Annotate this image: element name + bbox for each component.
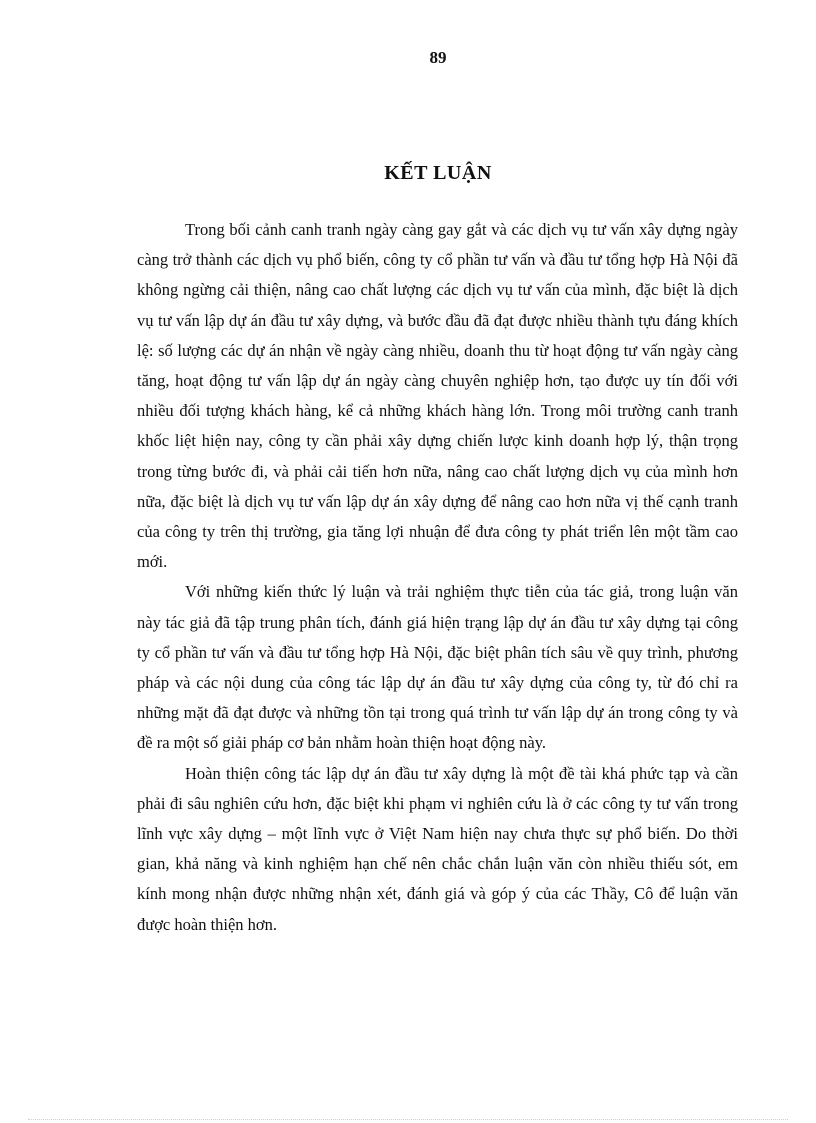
paragraph-1: Trong bối cảnh canh tranh ngày càng gay gắt và các dịch vụ tư vấn xây dựng ngày càng trở thành các dịch vụ phổ biến, công ty cổ phần tư vấn và đầu tư tổng hợp Hà Nội đã không ngừng cải thiện, nâng cao chất lượng các dịch vụ tư vấn của mình, đặc biệt là dịch vụ tư vấn lập dự án đầu tư xây dựng, và bước đầu đã đạt được nhiều thành tựu đáng khích lệ: số lượng các dự án nhận về ngày càng nhiều, doanh thu từ hoạt động tư vấn ngày càng tăng, hoạt động tư vấn lập dự án ngày càng chuyên nghiệp hơn, tạo được uy tín đối với nhiều đối tượng khách hàng, kể cả những khách hàng lớn. Trong môi trường canh tranh khốc liệt hiện nay, công ty cần phải xây dựng chiến lược kinh doanh hợp lý, thận trọng trong từng bước đi, và phải cải tiến hơn nữa, nâng cao chất lượng dịch vụ của mình hơn nữa, đặc biệt là dịch vụ tư vấn lập dự án xây dựng để nâng cao hơn nữa vị thế cạnh tranh của công ty trên thị trường, gia tăng lợi nhuận để đưa công ty phát triển lên một tầm cao mới.	[137, 220, 738, 572]
page-number: 89	[429, 48, 447, 67]
bottom-divider	[28, 1119, 788, 1120]
body-text	[137, 215, 738, 940]
paragraph-3: Hoàn thiện công tác lập dự án đầu tư xây dựng là một đề tài khá phức tạp và cần phải đi sâu nghiên cứu hơn, đặc biệt khi phạm vi nghiên cứu là ở các công ty tư vấn trong lĩnh vực xây dựng – một lĩnh vực ở Việt Nam hiện nay chưa thực sự phổ biến. Do thời gian, khả năng và kinh nghiệm hạn chế nên chắc chắn luận văn còn nhiều thiếu sót, em kính mong nhận được những nhận xét, đánh giá và góp ý của các Thầy, Cô để luận văn được hoàn thiện hơn.	[137, 763, 738, 934]
page-title: KẾT LUẬN	[384, 162, 492, 184]
paragraph-2: Với những kiến thức lý luận và trải nghiệm thực tiễn của tác giả, trong luận văn này tác giả đã tập trung phân tích, đánh giá hiện trạng lập dự án đầu tư xây dựng tại công ty cổ phần tư vấn và đầu tư tổng hợp Hà Nội, đặc biệt phân tích sâu về quy trình, phương pháp và các nội dung của công tác lập dự án đầu tư xây dựng của công ty, từ đó chỉ ra những mặt đã đạt được và những tồn tại trong quá trình tư vấn lập dự án trong công ty và đề ra một số giải pháp cơ bản nhằm hoàn thiện hoạt động này.	[137, 582, 738, 753]
